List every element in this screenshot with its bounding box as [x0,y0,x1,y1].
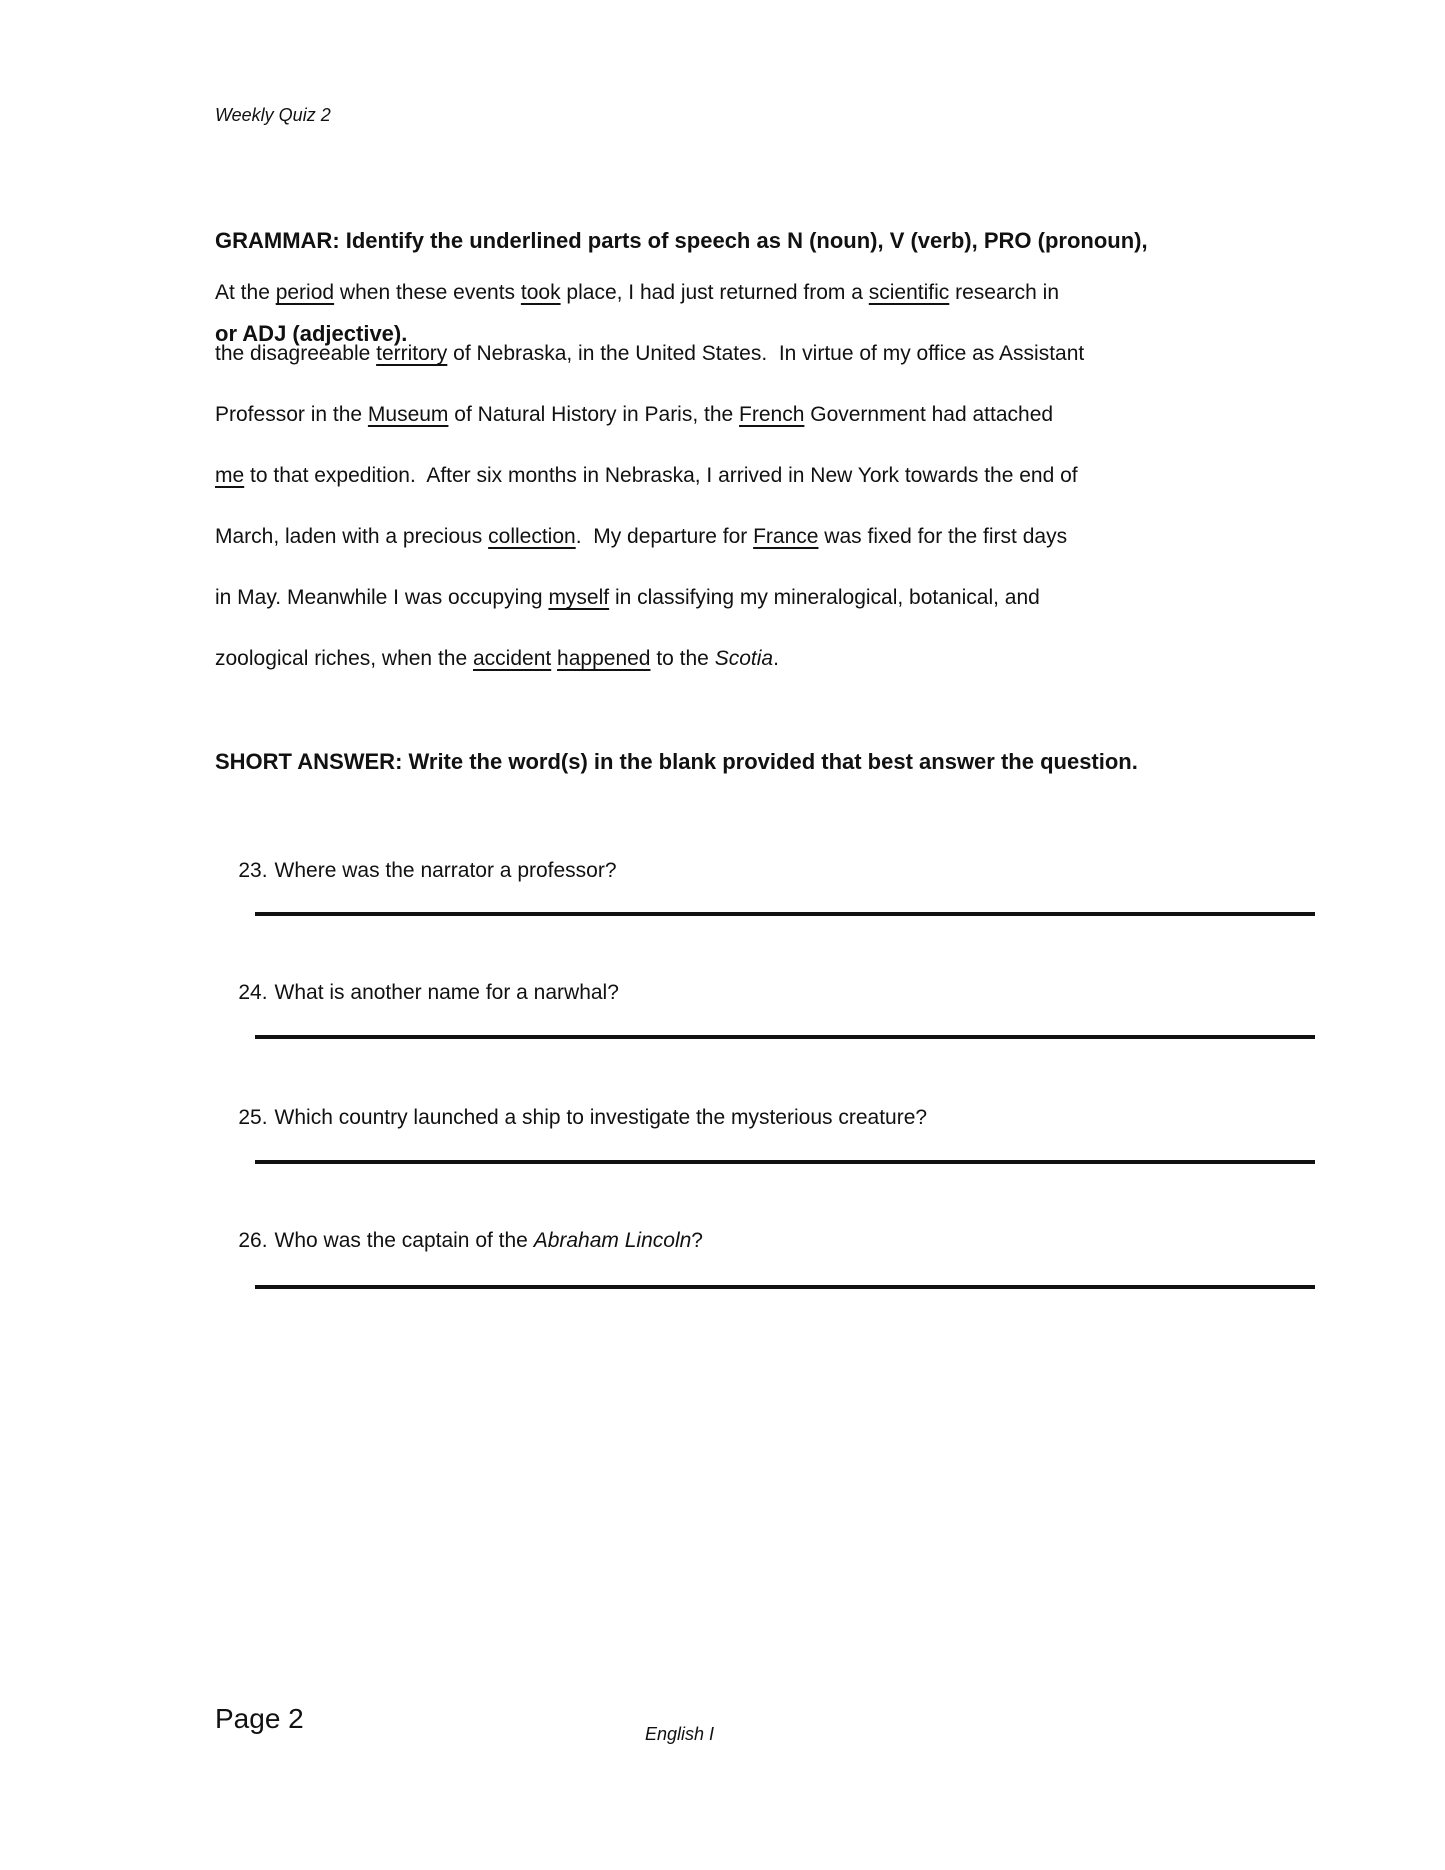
text-segment: was fixed for the first days [818,525,1068,548]
text-segment: . [773,647,779,670]
text-segment: the disagreeable [215,342,377,365]
grammar-heading-line-1: GRAMMAR: Identify the underlined parts of speech as N (noun), V (verb), PRO (pronoun), [215,228,1148,253]
text-segment: . My departure for [575,525,754,548]
underlined-word: accident [472,647,552,670]
underlined-word: myself [548,586,610,609]
question-text [275,981,619,1004]
question-23 [215,832,617,910]
text-segment: March, laden with a precious [215,525,489,548]
question-text [275,1229,703,1252]
short-answer-section-heading: SHORT ANSWER: Write the word(s) in the blank provided that best answer the question. [215,749,1138,774]
passage-line [215,567,1084,628]
text-segment: ? [691,1229,703,1252]
question-24 [215,954,619,1032]
text-segment: to that expedition. After six months in Nebraska, I arrived in New York towards the end of [244,464,1078,487]
underlined-word: happened [557,647,651,670]
underlined-word: me [215,464,245,487]
underlined-word: collection [488,525,576,548]
text-segment: when these events [334,281,521,304]
passage-line [215,445,1084,506]
answer-blank-line-26 [255,1285,1315,1289]
underlined-word: France [753,525,819,548]
grammar-passage [215,262,1084,689]
text-segment: At the [215,281,276,304]
underlined-word: Museum [367,403,449,426]
text-segment: of Natural History in Paris, the [448,403,740,426]
text-segment: Who was the captain of the [274,1229,534,1252]
page-number: Page 2 [215,1703,304,1734]
passage-line [215,323,1084,384]
question-text [275,1106,928,1129]
text-segment: zoological riches, when the [215,647,473,670]
question-number: 23. [238,859,268,882]
underlined-word: period [275,281,335,304]
answer-blank-line-25 [255,1160,1315,1164]
answer-blank-line-24 [255,1035,1315,1039]
passage-line [215,628,1084,689]
question-number: 26. [238,1229,268,1252]
text-segment: place, I had just returned from a [560,281,869,304]
text-segment: Scotia [714,647,774,670]
text-segment: research in [949,281,1060,304]
underlined-word: French [739,403,805,426]
text-segment: Where was the narrator a professor? [274,859,617,882]
underlined-word: took [520,281,561,304]
text-segment: Government had attached [804,403,1054,426]
text-segment: Abraham Lincoln [533,1229,692,1252]
underlined-word: territory [376,342,448,365]
question-25 [215,1079,927,1157]
text-segment: in classifying my mineralogical, botanical, and [609,586,1040,609]
course-label: English I [645,1724,715,1744]
passage-line [215,262,1084,323]
text-segment: Professor in the [215,403,368,426]
text-segment: Which country launched a ship to investigate the mysterious creature? [274,1106,928,1129]
question-number: 25. [238,1106,268,1129]
underlined-word: scientific [868,281,950,304]
text-segment: in May. Meanwhile I was occupying [215,586,549,609]
document-header-title: Weekly Quiz 2 [215,105,331,125]
text-segment: to the [650,647,715,670]
text-segment: What is another name for a narwhal? [274,981,619,1004]
grammar-heading-line-2: or ADJ (adjective). [215,321,408,346]
passage-line [215,506,1084,567]
question-26 [215,1202,703,1280]
question-text [275,859,617,882]
passage-line [215,384,1084,445]
answer-blank-line-23 [255,912,1315,916]
question-number: 24. [238,981,268,1004]
text-segment: of Nebraska, in the United States. In virtue of my office as Assistant [447,342,1085,365]
